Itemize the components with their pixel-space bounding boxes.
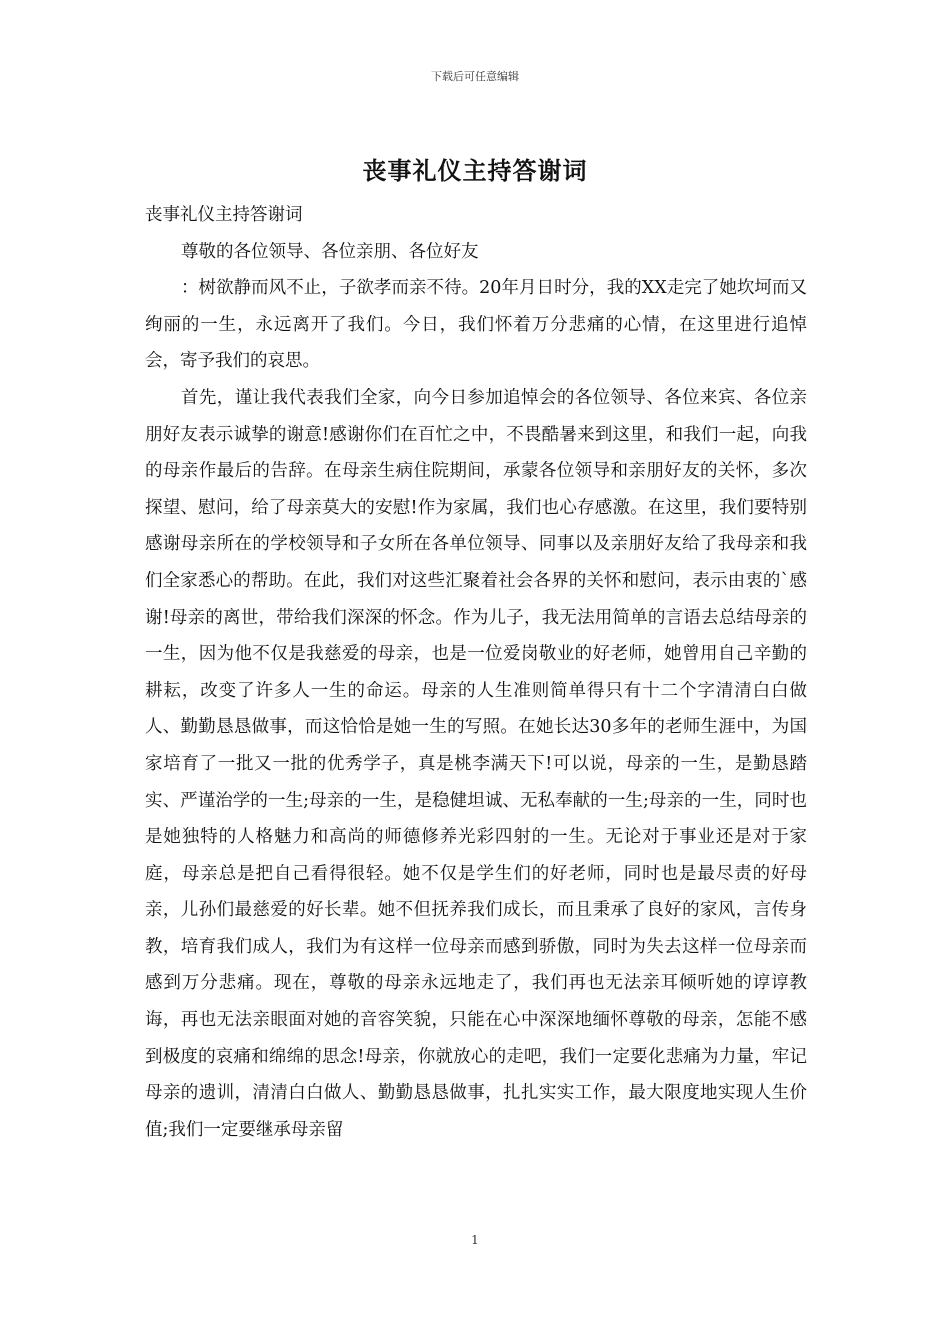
paragraph-opening: ：树欲静而风不止，子欲孝而亲不待。20年月日时分，我的XX走完了她坎坷而又绚丽的一生，永远离开了我们。今日，我们怀着万分悲痛的心情，在这里进行追悼会，寄予我们的哀思。 (145, 278, 807, 372)
document-title: 丧事礼仪主持答谢词 (362, 156, 588, 185)
paragraph-main: 首先，谨让我代表我们全家，向今日参加追悼会的各位领导、各位来宾、各位亲朋好友表示诚挚的谢意!感谢你们在百忙之中，不畏酷暑来到这里，和我们一起，向我的母亲作最后的告辞。在母亲生病住院期间，承蒙各位领导和亲朋好友的关怀，多次探望、慰问，给了母亲莫大的安慰!作为家属，我们也心存感激。在这里，我们要特别感谢母亲所在的学校领导和子女所在各单位领导、同事以及亲朋好友给了我母亲和我们全家悉心的帮助。在此，我们对这些汇聚着社会各界的关怀和慰问，表示由衷的`感谢!母亲的离世，带给我们深深的怀念。作为儿子，我无法用简单的言语去总结母亲的一生，因为他不仅是我慈爱的母亲，也是一位爱岗敬业的好老师，她曾用自己辛勤的耕耘，改变了许多人一生的命运。母亲的人生准则简单得只有十二个字清清白白做人、勤勤恳恳做事，而这恰恰是她一生的写照。在她长达30多年的老师生涯中，为国家培育了一批又一批的优秀学子，真是桃李满天下!可以说，母亲的一生，是勤恳踏实、严谨治学的一生;母亲的一生，是稳健坦诚、无私奉献的一生;母亲的一生，同时也是她独特的人格魅力和高尚的师德修养光彩四射的一生。无论对于事业还是对于家庭，母亲总是把自己看得很轻。她不仅是学生们的好老师，同时也是最尽责的好母亲，儿孙们最慈爱的好长辈。她不但抚养我们成长，而且秉承了良好的家风，言传身教，培育我们成人，我们为有这样一位母亲而感到骄傲，同时为失去这样一位母亲而感到万分悲痛。现在，尊敬的母亲永远地走了，我们再也无法亲耳倾听她的谆谆教诲，再也无法亲眼面对她的音容笑貌，只能在心中深深地缅怀尊敬的母亲，怎能不感到极度的哀痛和绵绵的思念!母亲，你就放心的走吧，我们一定要化悲痛为力量，牢记母亲的遗训，清清白白做人、勤勤恳恳做事，扎扎实实工作，最大限度地实现人生价值;我们一定要继承母亲留 (145, 387, 807, 1140)
header-note: 下载后可任意编辑 (431, 70, 519, 83)
document-body (145, 197, 807, 1148)
salutation: 尊敬的各位领导、各位亲朋、各位好友 (181, 241, 479, 262)
subtitle-line: 丧事礼仪主持答谢词 (145, 205, 303, 225)
page-number: 1 (471, 1233, 479, 1247)
